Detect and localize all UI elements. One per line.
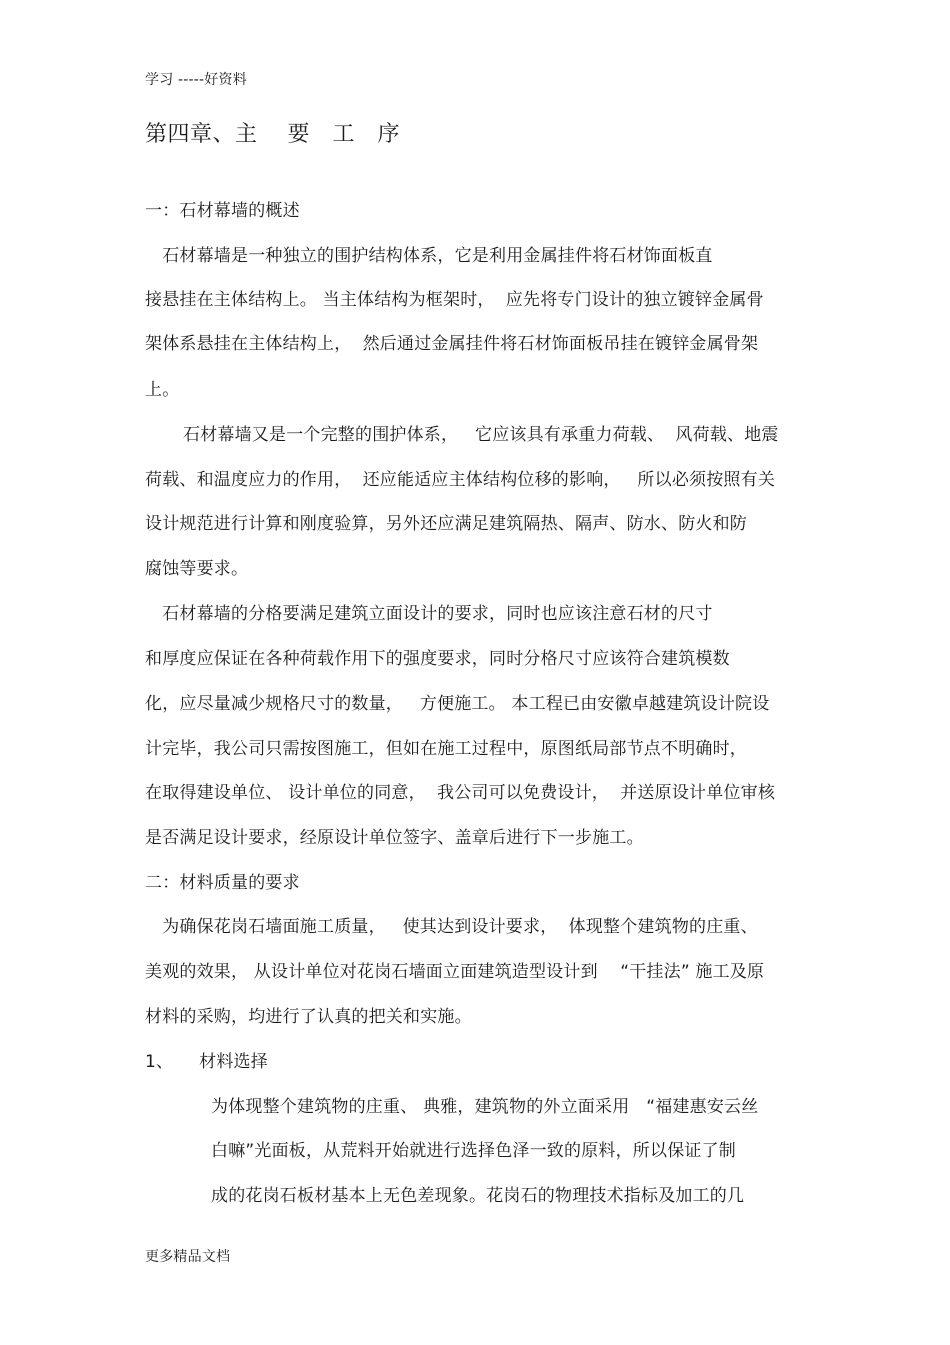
paragraph-line: 腐蚀等要求。: [145, 559, 249, 579]
list-item-line: 为体现整个建筑物的庄重、 典雅，建筑物的外立面采用 “福建惠安云丝: [211, 1097, 759, 1117]
paragraph-line: 接悬挂在主体结构上。 当主体结构为框架时， 应先将专门设计的独立镀锌金属骨: [145, 290, 764, 310]
paragraph-line: 为确保花岗石墙面施工质量， 使其达到设计要求， 体现整个建筑物的庄重、: [145, 917, 758, 937]
paragraph-line: 化，应尽量减少规格尺寸的数量， 方便施工。 本工程已由安徽卓越建筑设计院设: [145, 694, 770, 714]
section-heading: 一：石材幕墙的概述: [145, 201, 300, 221]
paragraph-line: 设计规范进行计算和刚度验算，另外还应满足建筑隔热、隔声、防水、防火和防: [145, 514, 747, 534]
paragraph-line: 和厚度应保证在各种荷载作用下的强度要求，同时分格尺寸应该符合建筑模数: [145, 649, 730, 669]
paragraph-line: 美观的效果， 从设计单位对花岗石墙面立面建筑造型设计到 “干挂法” 施工及原: [145, 962, 765, 982]
list-item-label: 1、 材料选择: [145, 1052, 268, 1072]
list-item-line: 成的花岗石板材基本上无色差现象。花岗石的物理技术指标及加工的几: [211, 1186, 745, 1206]
paragraph-line: 上。: [145, 380, 180, 400]
paragraph-line: 材料的采购，均进行了认真的把关和实施。: [145, 1007, 472, 1027]
paragraph-line: 是否满足设计要求，经原设计单位签字、盖章后进行下一步施工。: [145, 828, 644, 848]
list-item-line: 白嘛”光面板，从荒料开始就进行选择色泽一致的原料，所以保证了制: [211, 1141, 737, 1161]
paragraph-line: 石材幕墙是一种独立的围护结构体系，它是利用金属挂件将石材饰面板直: [145, 246, 713, 266]
paragraph-line: 石材幕墙又是一个完整的围护体系， 它应该具有承重力荷载、 风荷载、地震: [183, 425, 779, 445]
section-heading: 二：材料质量的要求: [145, 873, 300, 893]
paragraph-line: 在取得建设单位、 设计单位的同意， 我公司可以免费设计， 并送原设计单位审核: [145, 783, 776, 803]
paragraph-line: 计完毕，我公司只需按图施工，但如在施工过程中，原图纸局部节点不明确时，: [145, 739, 747, 759]
chapter-title: 第四章、主 要 工 序: [145, 122, 400, 147]
paragraph-line: 石材幕墙的分格要满足建筑立面设计的要求，同时也应该注意石材的尺寸: [145, 604, 713, 624]
page-footer: 更多精品文档: [145, 1249, 231, 1265]
paragraph-line: 荷载、和温度应力的作用， 还应能适应主体结构位移的影响， 所以必须按照有关: [145, 470, 776, 490]
page-header: 学习 -----好资料: [145, 72, 247, 88]
paragraph-line: 架体系悬挂在主体结构上， 然后通过金属挂件将石材饰面板吊挂在镀锌金属骨架: [145, 334, 759, 354]
